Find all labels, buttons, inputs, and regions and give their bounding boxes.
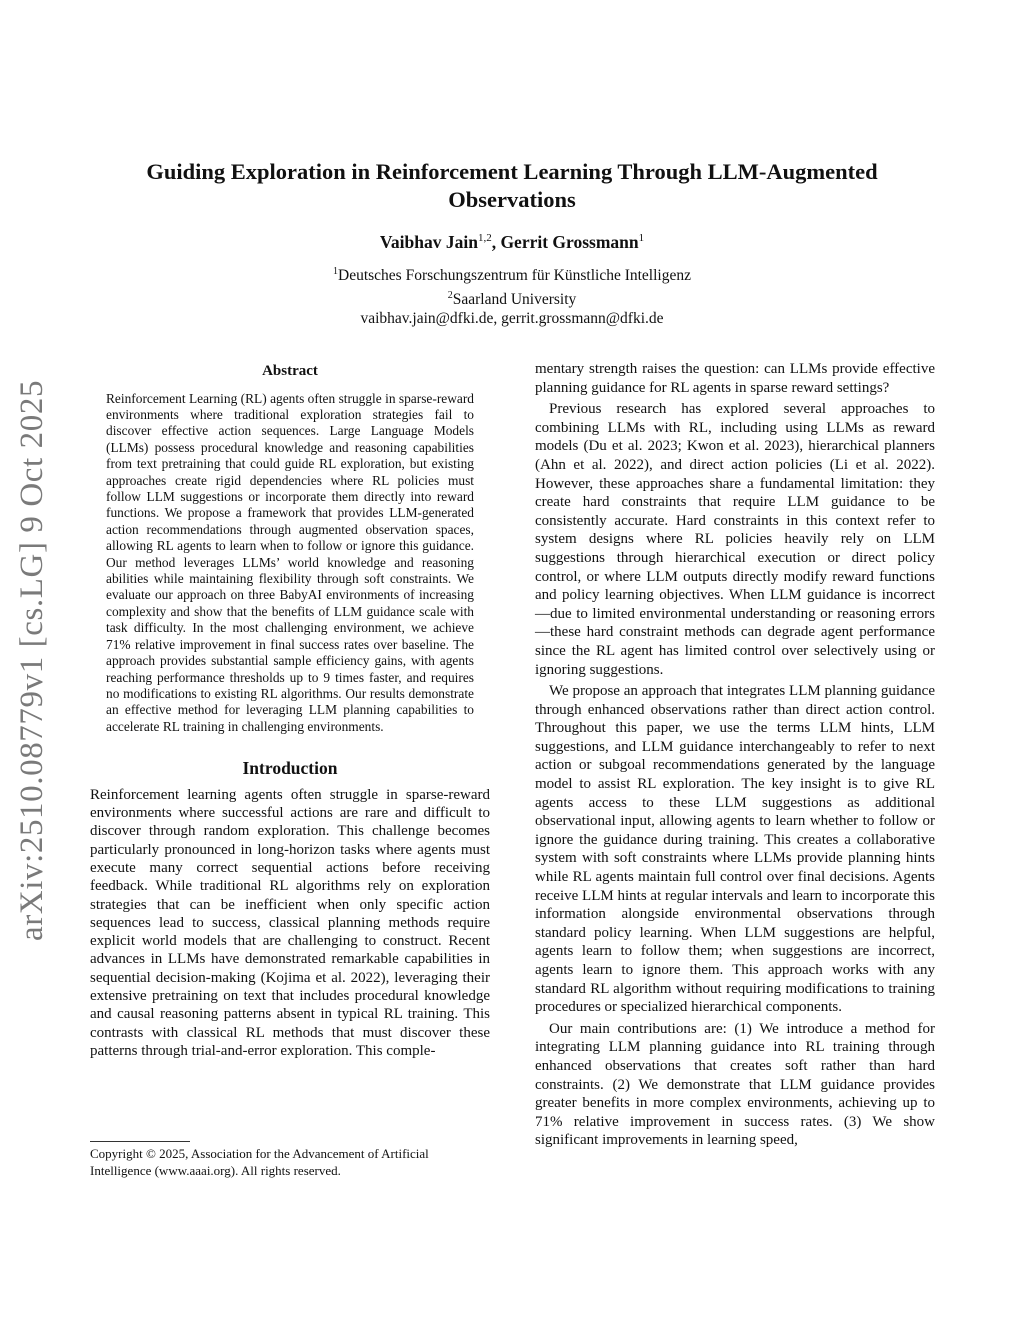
arxiv-id: arXiv:2510.08779v1 [cs.LG] 9 Oct 2025 [14, 379, 51, 941]
right-paragraph-4: Our main contributions are: (1) We introduce a method for integrating LLM planning guidance into RL training through enhanced observations that creates soft rather than hard constraints. (2) We demonstrate that LLM guidance provides greater benefits in more complex environments, achieving up to 71% relative improvement in success rates. (3) We show significant improvements in learning speed, [535, 1020, 935, 1149]
introduction-heading: Introduction [242, 758, 338, 779]
footnote-divider [90, 1141, 190, 1142]
author-1-affiliation: 1,2 [477, 232, 492, 245]
authors [90, 232, 934, 253]
right-paragraph-1: mentary strength raises the question: can LLMs provide effective planning guidance for RL agents in sparse reward settings? [535, 361, 935, 396]
right-paragraph-2: Previous research has explored several approaches to combining LLMs with RL, including using LLMs as reward models (Du et al. 2023; Kwon et al. 2023), hierarchical planners (Ahn et al. 2022), and direct action policies (Li et al. 2022). However, these approaches share a fundamental limitation: they create hard constraints that require LLM guidance to be consistently accurate. Hard constraints in this context refer to system designs where RL policies heavily rely on LLM suggestions through hierarchical execution or direct policy control, or where LLM outputs directly modify reward functions and policy learning objectives. When LLM guidance is incorrect—due to limited environmental understanding or reasoning errors—these hard constraint methods can degrade agent performance since the RL agent has limited control over selectively using or ignoring suggestions. [535, 401, 935, 678]
left-column [90, 362, 490, 1060]
arxiv-identifier-stamp [2, 380, 64, 940]
abstract-heading: Abstract [262, 363, 318, 379]
right-column [535, 360, 935, 1150]
copyright-footnote: Copyright © 2025, Association for the Advancement of Artificial Intelligence (www.aaai.org). All rights reserved. [90, 1146, 429, 1178]
paper-title: Guiding Exploration in Reinforcement Learning Through LLM-Augmented Observations [146, 159, 878, 212]
introduction-text: Reinforcement learning agents often struggle in sparse-reward environments where successful actions are rare and difficult to discover through random exploration. This challenge becomes particularly pronounced in long-horizon tasks where agents must execute many correct sequential actions before receiving feedback. While traditional RL algorithms rely on exploration strategies that can be inefficient when only specific action sequences lead to success, classical planning methods require explicit world models that are challenging to construct. Recent advances in LLMs have demonstrated remarkable capabilities in sequential decision-making (Kojima et al. 2022), leveraging their extensive pretraining on text that includes procedural knowledge and causal reasoning patterns absent in typical RL training. This contrasts with classical RL methods that must discover these patterns through trial-and-error exploration. This comple- [90, 786, 490, 1059]
affiliation-1: $^1$Deutsches Forschungszentrum für Künstliche Intelligenz [333, 266, 691, 285]
abstract-text: Reinforcement Learning (RL) agents often struggle in sparse-reward environments where traditional exploration strategies fail to discover effective action sequences. Large Language Models (LLMs) possess procedural knowledge and reasoning capabilities from text pretraining that could guide RL exploration, but existing approaches create rigid dependencies where RL policies must follow LLM suggestions or incorporate them directly into reward functions. We propose a framework that provides LLM-generated action recommendations through augmented observation spaces, allowing RL agents to learn when to follow or ignore this guidance. Our method leverages LLMs’ world knowledge and reasoning abilities while maintaining flexibility through soft constraints. We evaluate our approach on three BabyAI environments of increasing complexity and show that the benefits of LLM guidance scale with task difficulty. In the most challenging environment, we achieve 71% relative improvement in final success rates over baseline. The approach provides substantial sample efficiency gains, with agents reaching performance thresholds up to 9 times faster, and requires no modifications to existing RL algorithms. Our results demonstrate an effective method for leveraging LLM planning capabilities to accelerate RL training in challenging environments. [106, 390, 474, 734]
author-emails: vaibhav.jain@dfki.de, gerrit.grossmann@dfki.de [360, 310, 664, 328]
author-1: Vaibhav Jain [379, 232, 478, 252]
right-paragraph-3: We propose an approach that integrates LLM planning guidance through enhanced observations rather than direct action control. Throughout this paper, we use the terms LLM hints, LLM suggestions, and LLM guidance interchangeably to refer to next action or subgoal recommendations generated by the language model to assist RL exploration. The key insight is to give RL agents access to these LLM suggestions as additional observational input, allowing agents to learn whether to follow or ignore the guidance during training. This creates a collaborative system with soft constraints where LLMs provide planning hints while RL agents maintain full control over final decisions. Agents receive LLM hints at regular intervals and learn to incorporate this information alongside environmental observations through standard policy learning. When LLM suggestions are helpful, agents learn to follow them; when suggestions are incorrect, agents learn to ignore them. This approach works with any standard RL algorithm without requiring modifications to training procedures or specialized hierarchical components. [535, 683, 935, 1016]
author-2-affiliation: 1 [638, 232, 645, 245]
author-2: Gerrit Grossmann [500, 232, 639, 252]
affiliation-2: $^2$Saarland University [447, 289, 577, 308]
author-separator: , [491, 232, 501, 252]
affiliations [90, 262, 934, 329]
